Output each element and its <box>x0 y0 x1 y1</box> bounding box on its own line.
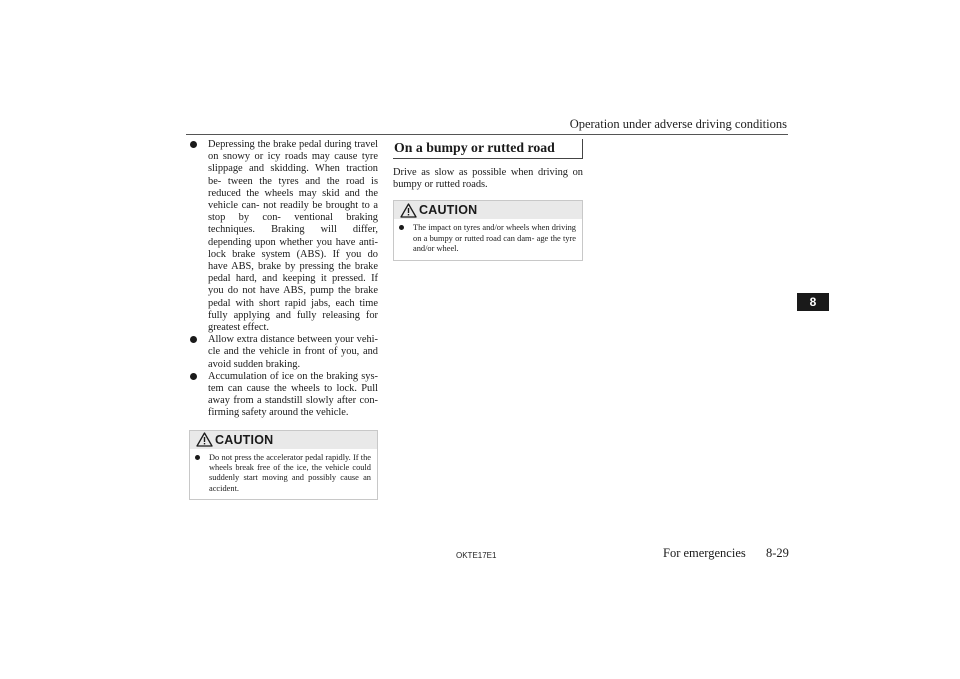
header-divider <box>186 134 788 135</box>
list-item-text: Allow extra distance between your vehi- cle and the vehicle in front of you, and avoid sudden braking. <box>208 334 378 370</box>
caution-label: CAUTION <box>419 203 478 218</box>
bullet-icon <box>399 225 404 230</box>
chapter-tab: 8 <box>797 293 829 311</box>
caution-box-bumpy <box>393 200 583 260</box>
bullet-icon <box>195 455 200 460</box>
list-item <box>189 334 378 371</box>
caution-item <box>195 453 371 495</box>
left-column <box>189 139 378 500</box>
caution-item <box>399 223 576 254</box>
caution-text: The impact on tyres and/or wheels when driving on a bumpy or rutted road can dam- age the tyre and/or wheel. <box>413 223 576 254</box>
section-heading: On a bumpy or rutted road <box>393 139 583 159</box>
caution-text: Do not press the accelerator pedal rapidly. If the wheels break free of the ice, the vehicle could suddenly start moving and possibly cause an accident. <box>209 452 371 493</box>
bullet-list <box>189 139 378 420</box>
list-item-text: Accumulation of ice on the braking sys- tem can cause the wheels to lock. Pull away from a standstill slowly after con- firming safety around the vehicle. <box>208 370 378 419</box>
caution-body <box>190 449 377 500</box>
caution-header <box>394 201 582 219</box>
list-item <box>189 371 378 420</box>
caution-box-ice <box>189 430 378 501</box>
bullet-icon <box>190 141 197 148</box>
running-header: Operation under adverse driving conditions <box>569 117 787 131</box>
warning-triangle-icon <box>400 203 417 218</box>
body-paragraph: Drive as slow as possible when driving on bumpy or rutted roads. <box>393 167 583 191</box>
bullet-icon <box>190 336 197 343</box>
list-item <box>189 139 378 334</box>
page-number: 8-29 <box>766 546 789 560</box>
warning-triangle-icon <box>196 432 213 447</box>
list-item-text: Depressing the brake pedal during travel on snowy or icy roads may cause tyre slippage and skidding. When traction be- tween the tyres and the road is reduced the wheels may skid and the vehicle can- not readily be brought to a stop by con- ventional braking techniques. Braking will differ, depending upon whether you have anti-lock brake system (ABS). If you do have ABS, brake by pressing the brake pedal hard, and keeping it pressed. If you do not have ABS, pump the brake pedal with short rapid jabs, each time fully applying and fully releasing for greatest effect. <box>208 139 378 334</box>
caution-label: CAUTION <box>215 432 274 447</box>
right-column <box>393 139 583 261</box>
footer-section-title: For emergencies <box>663 546 746 560</box>
caution-header <box>190 431 377 449</box>
bullet-icon <box>190 373 197 380</box>
document-code: OKTE17E1 <box>456 551 497 560</box>
caution-body <box>394 219 582 259</box>
